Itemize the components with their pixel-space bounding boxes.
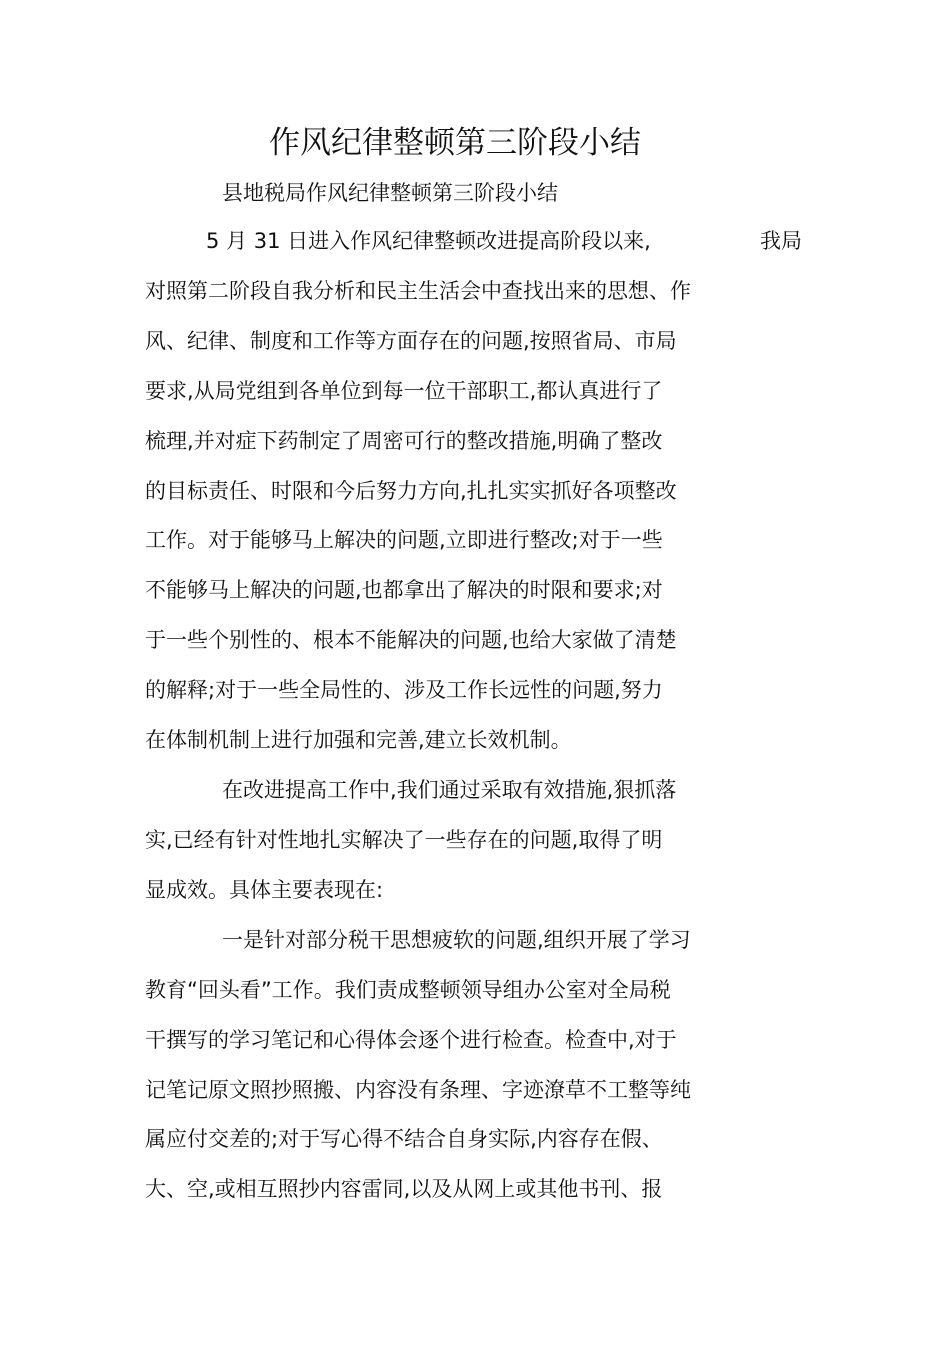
paragraph-1-first-line-right: 我局 [760,229,802,253]
text-line: 不能够马上解决的问题,也都拿出了解决的时限和要求;对 [145,578,663,602]
text-line: 在改进提高工作中,我们通过采取有效措施,狠抓落 [222,778,677,802]
text-line: 对照第二阶段自我分析和民主生活会中查找出来的思想、作 [145,279,691,303]
text-line: 显成效。具体主要表现在: [145,878,384,902]
text-line: 的解释;对于一些全局性的、涉及工作长远性的问题,努力 [145,678,663,702]
text-line: 一是针对部分税干思想疲软的问题,组织开展了学习 [222,928,691,952]
text-line: 梳理,并对症下药制定了周密可行的整改措施,明确了整改 [145,429,663,453]
paragraph-1-first-line [206,224,802,258]
text-line: 风、纪律、制度和工作等方面存在的问题,按照省局、市局 [145,329,677,353]
text-line: 工作。对于能够马上解决的问题,立即进行整改;对于一些 [145,528,663,552]
text-line: 干撰写的学习笔记和心得体会逐个进行检查。检查中,对于 [145,1028,677,1052]
text-line: 记笔记原文照抄照搬、内容没有条理、字迹潦草不工整等纯 [145,1078,691,1102]
text-line: 教育“回头看”工作。我们责成整顿领导组办公室对全局税 [145,978,671,1002]
text-line: 实,已经有针对性地扎实解决了一些存在的问题,取得了明 [145,828,663,852]
document-subtitle: 县地税局作风纪律整顿第三阶段小结 [222,181,558,205]
document-title: 作风纪律整顿第三阶段小结 [269,125,641,161]
text-line: 在体制机制上进行加强和完善,建立长效机制。 [145,728,572,752]
text-line: 的目标责任、时限和今后努力方向,扎扎实实抓好各项整改 [145,479,677,503]
text-line: 要求,从局党组到各单位到每一位干部职工,都认真进行了 [145,379,663,403]
text-line: 属应付交差的;对于写心得不结合自身实际,内容存在假、 [145,1127,663,1151]
text-line: 于一些个别性的、根本不能解决的问题,也给大家做了清楚 [145,628,677,652]
text-line: 大、空,或相互照抄内容雷同,以及从网上或其他书刊、报 [145,1177,663,1201]
paragraph-1-first-line-left: 5 月 31 日进入作风纪律整顿改进提高阶段以来, [206,229,651,253]
